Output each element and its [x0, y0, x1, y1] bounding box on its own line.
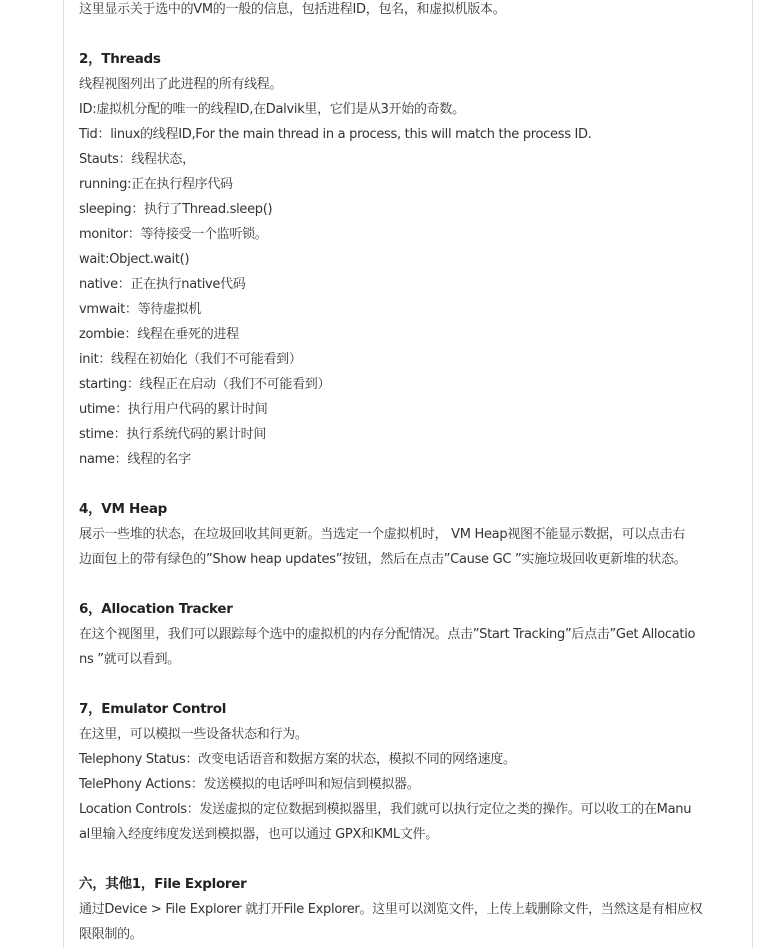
emulator-control-line: al里输入经度纬度发送到模拟器，也可以通过 GPX和KML文件。: [79, 827, 438, 842]
section-heading-vm-heap: 4，VM Heap: [79, 501, 168, 517]
paragraph-gap: [79, 672, 745, 697]
threads-line: stime：执行系统代码的累计时间: [79, 427, 267, 442]
vm-heap-line: 展示一些堆的状态，在垃圾回收其间更新。当选定一个虚拟机时， VM Heap视图不能显示数据，可以点击右: [79, 527, 686, 542]
section-heading-emulator-control: 7，Emulator Control: [79, 701, 227, 717]
allocation-tracker-line: ns ”就可以看到。: [79, 652, 180, 667]
paragraph-gap: [79, 572, 745, 597]
paragraph-gap: [79, 22, 745, 47]
intro-paragraph: 这里显示关于选中的VM的一般的信息，包括进程ID，包名，和虚拟机版本。: [79, 2, 506, 17]
threads-line: utime：执行用户代码的累计时间: [79, 402, 268, 417]
threads-line: wait:Object.wait(): [79, 252, 190, 267]
file-explorer-line: 通过Device > File Explorer 就打开File Explorer。这里可以浏览文件，上传上载删除文件，当然这是有相应权: [79, 902, 703, 917]
emulator-control-line: TelePhony Actions：发送模拟的电话呼叫和短信到模拟器。: [79, 777, 420, 792]
section-heading-file-explorer: 六，其他1，File Explorer: [79, 876, 247, 892]
threads-line: sleeping：执行了Thread.sleep(): [79, 202, 273, 217]
threads-line: Stauts：线程状态，: [79, 152, 195, 167]
threads-line: native：正在执行native代码: [79, 277, 246, 292]
threads-line: name：线程的名字: [79, 452, 191, 467]
threads-line: starting：线程正在启动（我们不可能看到）: [79, 377, 331, 392]
paragraph-gap: [79, 472, 745, 497]
emulator-control-line: 在这里，可以模拟一些设备状态和行为。: [79, 727, 308, 742]
threads-line: monitor：等待接受一个监听锁。: [79, 227, 268, 242]
paragraph-gap: [79, 847, 745, 872]
vm-heap-line: 边面包上的带有绿色的”Show heap updates”按钮，然后在点击”Cause GC ”实施垃圾回收更新堆的状态。: [79, 552, 687, 567]
file-explorer-line: 限限制的。: [79, 927, 143, 942]
article-body: [79, 0, 745, 947]
threads-line: zombie：线程在垂死的进程: [79, 327, 239, 342]
allocation-tracker-line: 在这个视图里，我们可以跟踪每个选中的虚拟机的内存分配情况。点击”Start Tracking”后点击”Get Allocatio: [79, 627, 696, 642]
section-heading-threads: 2，Threads: [79, 51, 161, 67]
threads-line: Tid：linux的线程ID,For the main thread in a process, this will match the process ID.: [79, 127, 592, 142]
threads-line: vmwait：等待虚拟机: [79, 302, 202, 317]
threads-line: running:正在执行程序代码: [79, 177, 233, 192]
emulator-control-line: Telephony Status：改变电话语音和数据方案的状态，模拟不同的网络速度。: [79, 752, 516, 767]
threads-line: ID:虚拟机分配的唯一的线程ID,在Dalvik里，它们是从3开始的奇数。: [79, 102, 465, 117]
section-heading-allocation-tracker: 6，Allocation Tracker: [79, 601, 233, 617]
threads-line: 线程视图列出了此进程的所有线程。: [79, 77, 283, 92]
threads-line: init：线程在初始化（我们不可能看到）: [79, 352, 302, 367]
emulator-control-line: Location Controls：发送虚拟的定位数据到模拟器里，我们就可以执行定位之类的操作。可以收工的在Manu: [79, 802, 692, 817]
